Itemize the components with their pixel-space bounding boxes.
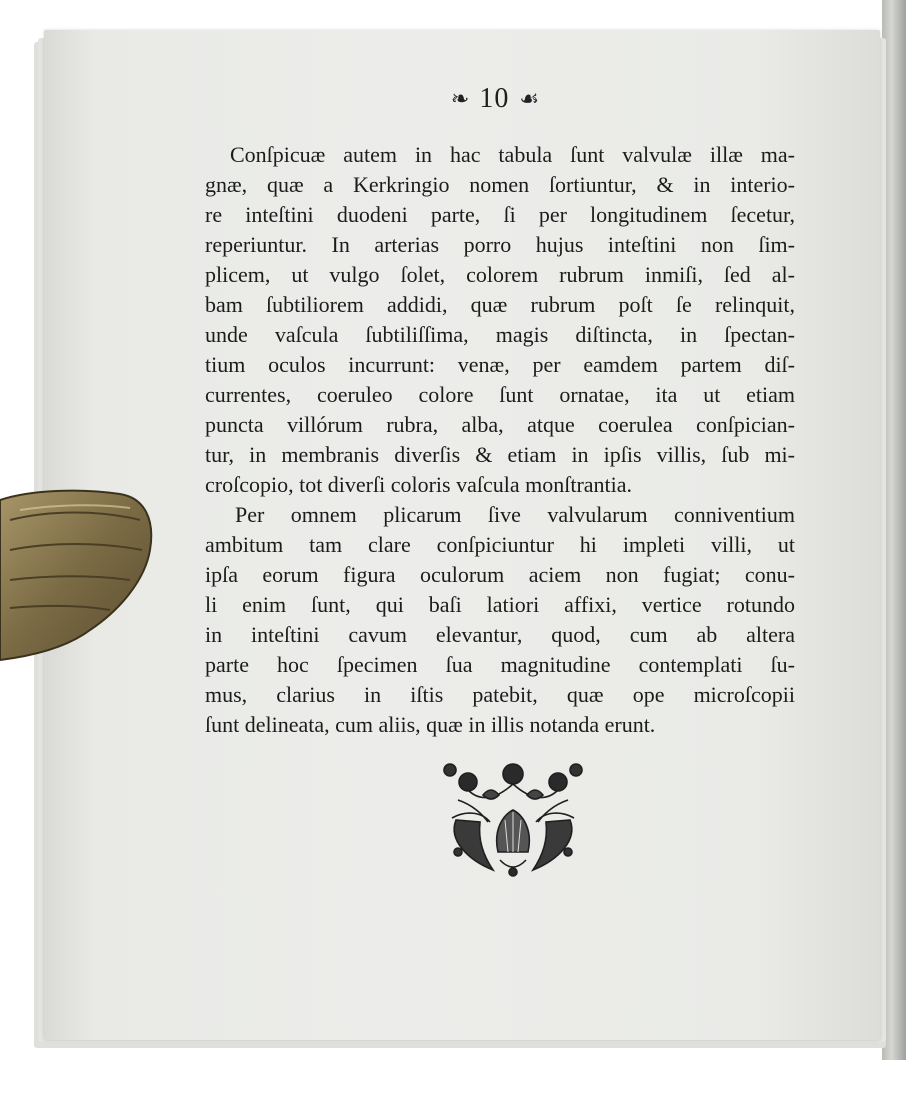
- text-line: reperiuntur. In arterias porro hujus inteſtini non ſim-: [205, 232, 795, 257]
- text-line: ipſa eorum figura oculorum aciem non fugiat; conu-: [205, 562, 795, 587]
- text-line: gnæ, quæ a Kerkringio nomen ſortiuntur, & in interio-: [205, 172, 795, 197]
- text-line: tur, in membranis diverſis & etiam in ipſis villis, ſub mi-: [205, 442, 795, 467]
- body-text: [205, 140, 795, 740]
- text-line: puncta villórum rubra, alba, atque coerulea conſpician-: [205, 412, 795, 437]
- fleuron-left-icon: ❧: [450, 86, 470, 111]
- text-line: mus, clarius in iſtis patebit, quæ ope microſcopii: [205, 682, 795, 707]
- text-line: plicem, ut vulgo ſolet, colorem rubrum inmiſi, ſed al-: [205, 262, 795, 287]
- text-line: li enim ſunt, qui baſi latiori affixi, vertice rotundo: [205, 592, 795, 617]
- page-number: 10: [479, 83, 510, 114]
- fleuron-right-icon: ☙: [519, 86, 540, 111]
- text-line: unde vaſcula ſubtiliſſima, magis diſtincta, in ſpectan-: [205, 322, 795, 347]
- text-line: Conſpicuæ autem in hac tabula ſunt valvulæ illæ ma-: [230, 142, 795, 167]
- page-header: [440, 82, 550, 116]
- text-line: re inteſtini duodeni parte, ſi per longitudinem ſecetur,: [205, 202, 795, 227]
- text-line: currentes, coeruleo colore ſunt ornatae, ita ut etiam: [205, 382, 795, 407]
- text-line: ambitum tam clare conſpiciuntur hi impleti villi, ut: [205, 532, 795, 557]
- floral-tailpiece-icon: [438, 760, 588, 878]
- text-line: in inteſtini cavum elevantur, quod, cum ab altera: [205, 622, 795, 647]
- text-line: bam ſubtiliorem addidi, quæ rubrum poſt ſe relinquit,: [205, 292, 795, 317]
- text-line: croſcopio, tot diverſi coloris vaſcula monſtrantia.: [205, 472, 633, 497]
- brass-clip-icon: [0, 480, 160, 680]
- text-line: parte hoc ſpecimen ſua magnitudine contemplati ſu-: [205, 652, 795, 677]
- text-line: tium oculos incurrunt: venæ, per eamdem partem diſ-: [205, 352, 795, 377]
- text-line: ſunt delineata, cum aliis, quæ in illis notanda erunt.: [205, 712, 656, 737]
- text-line: Per omnem plicarum ſive valvularum conniventium: [235, 502, 795, 527]
